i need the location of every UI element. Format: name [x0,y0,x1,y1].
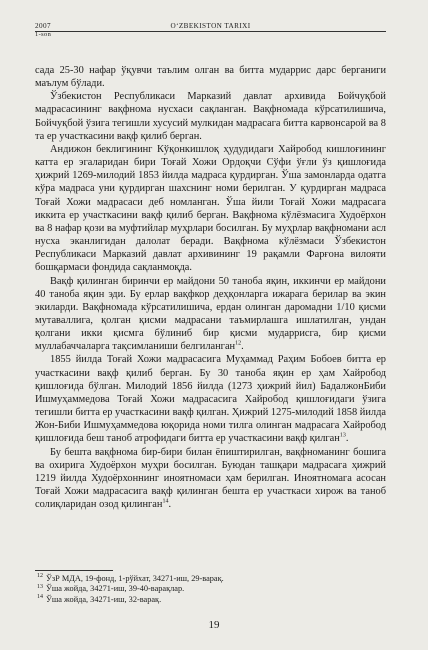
paragraph-2: Ўзбекистон Республикаси Марказий давлат архивида Бойчуқбой мадрасасининг вақфнома нусхаси сақланган. Вақфномада кўрсатилишича, Бойчуқбой ўзига тегишли хусусий мулкидан мадрасага битта карвонсарой ва 8 та ер участкасини вақф қилиб берган. [35,91,386,142]
footnotes-section [35,570,386,605]
header-journal-title: O‘ZBEKISTON TARIXI [170,22,251,30]
header-issue: 1-son [35,31,52,38]
footnote-ref-14[interactable]: 14 [162,498,169,505]
footnote-text: Ўша жойда, 34271-иш, 39-40-варақлар. [46,584,185,594]
page-number: 19 [208,619,220,631]
footnote-item [35,574,386,584]
footnote-ref-12[interactable]: 12 [235,340,242,347]
footnote-ref-13[interactable]: 13 [339,432,346,439]
paragraph-1: сада 25-30 нафар ўқувчи таълим олган ва битта мударрис дарс берганиги маълум бўлади. [35,65,386,90]
paragraph-5: 1855 йилда Тоғай Хожи мадрасасига Муҳаммад Раҳим Бобоев битта ер участкасини вақф қилиб берган. Бу 30 таноба яқин ер ҳам Хайробод қишлоғида бўлган. Милодий 1856 йилда (1273 ҳижрий йил) БадалжонБиби Ишмуҳаммедова Тоғай Хожи мадрасасига Хайробод қишлоғидаги ўзига тегишли битта ер участкасини вақф қилган. Ҳижрий 1275-милодий 1858 йилда Жон-Биби Ишмуҳаммедова юқорида номи тилга олинган мадрасага Хайробод қишлоғида беш таноб атрофидаги битта ер участкасини вақф қилган$^{13}$. [35,354,386,445]
paragraph-4-text: Вақф қилинган биринчи ер майдони 50 таноба яқин, иккинчи ер майдони 40 таноба яқин эди. Бу ерлар вақфкор деҳқонларга ижарага берилар ва экин экиларди. Вақфномада кўрсатилишича, ердан олинган даромадни 1/10 қисми мутаваллига, қолган қисми мадрасани таъмирлашга ишлатилган, ундан қолгани икки қисмга бўлиниб бир қисми мударрисга, бир қисми муллабаччаларга тақсимланиши белгиланган [35,275,386,353]
paragraph-6: Бу бешта вақфнома бир-бири билан ёпиштирилган, вақфноманинг бошига ва охирига Худоёрхон муҳри босилган. Буюдан ташқари мадрасага ҳижрий 1219 йилда Худоёрхоннинг иноятномаси ҳам берилган. Иноятномага асосан Тоғай Хожи мадрасасига вақф қилинган бешта ер участкаси хирож ва таноб солиқларидан озод қилинган$^{14}$. [35,446,386,511]
paragraph-3: Андижон беклигининг Кўқонкишлоқ ҳудудидаги Хайробод кишлоғининг катта ер эгаларидан бири Тоғай Хожи Ордоқчи Сўфи ўғли ўз қишлоғида ҳижрий 1269-милодий 1853 йилда мадраса қурдирган. Ўша замонларда одатга кўра мадраса уни қурдирган шахснинг номи берилган. У қурдирган мадраса Тоғай Хожи мадрасаси деб номланган. Ўша йили Тоғай Хожи мадрасага иккита ер участкасини вақф қилиб берган. Вақфнома кўлёзмасига Худоёрхон ва 8 нафар қози ва муфтийлар муҳрлари босилган. Бу муҳрлар вақфномани асл нусха эканлигидан далолат беради. Вақфнома кўлёзмаси Ўзбекистон Республикаси Марказий давлат архивининг 19 рақамли Фарғона вилояти бошқармаси фондида сақланмоқда. [35,143,386,274]
footnote-number: 12 [37,573,43,580]
footnote-text: ЎзР МДА, 19-фонд, 1-рўйхат, 34271-иш, 29-варақ. [46,574,224,583]
header-year: 2007 [35,22,51,30]
paragraph-6-text: Бу бешта вақфнома бир-бири билан ёпиштирилган, вақфноманинг бошига ва охирига Худоёрхон муҳри босилган. Буюдан ташқари мадрасага ҳижрий 1219 йилда Худоёрхоннинг иноятномаси ҳам берилган. Иноятномага асосан Тоғай Хожи мадрасасига вақф қилинган бешта ер участкаси хирож ва таноб солиқларидан озод қилинган [35,446,386,511]
running-header [35,22,386,36]
footnote-item [35,584,386,594]
footnote-number: 14 [37,594,43,601]
article-body [35,64,386,511]
footnote-number: 13 [37,583,43,590]
footnote-item [35,595,386,605]
paragraph-4: Вақф қилинган биринчи ер майдони 50 таноба яқин, иккинчи ер майдони 40 таноба яқин эди. Бу ерлар вақфкор деҳқонларга ижарага берилар ва экин экиларди. Вақфномада кўрсатилишича, ердан олинган даромадни 1/10 қисми мутаваллига, қолган қисми мадрасани таъмирлашга ишлатилган, ундан қолгани икки қисмга бўлиниб бир қисми мударрисга, бир қисми муллабаччаларга тақсимланиши белгиланган$^{12}$. [35,275,386,353]
paragraph-5-text: 1855 йилда Тоғай Хожи мадрасасига Муҳаммад Раҳим Бобоев битта ер участкасини вақф қилиб берган. Бу 30 таноба яқин ер ҳам Хайробод қишлоғида бўлган. Милодий 1856 йилда (1273 ҳижрий йил) БадалжонБиби Ишмуҳаммедова Тоғай Хожи мадрасасига Хайробод қишлоғидаги ўзига тегишли битта ер участкасини вақф қилган. Ҳижрий 1275-милодий 1858 йилда Жон-Биби Ишмуҳаммедова юқорида номи тилга олинган мадрасага Хайробод қишлоғида беш таноб атрофидаги битта ер участкасини вақф қилган [35,354,386,445]
footnote-separator [35,570,113,571]
footnote-text: Ўша жойда, 34271-иш, 32-варақ. [46,594,162,604]
header-rule [35,31,386,32]
